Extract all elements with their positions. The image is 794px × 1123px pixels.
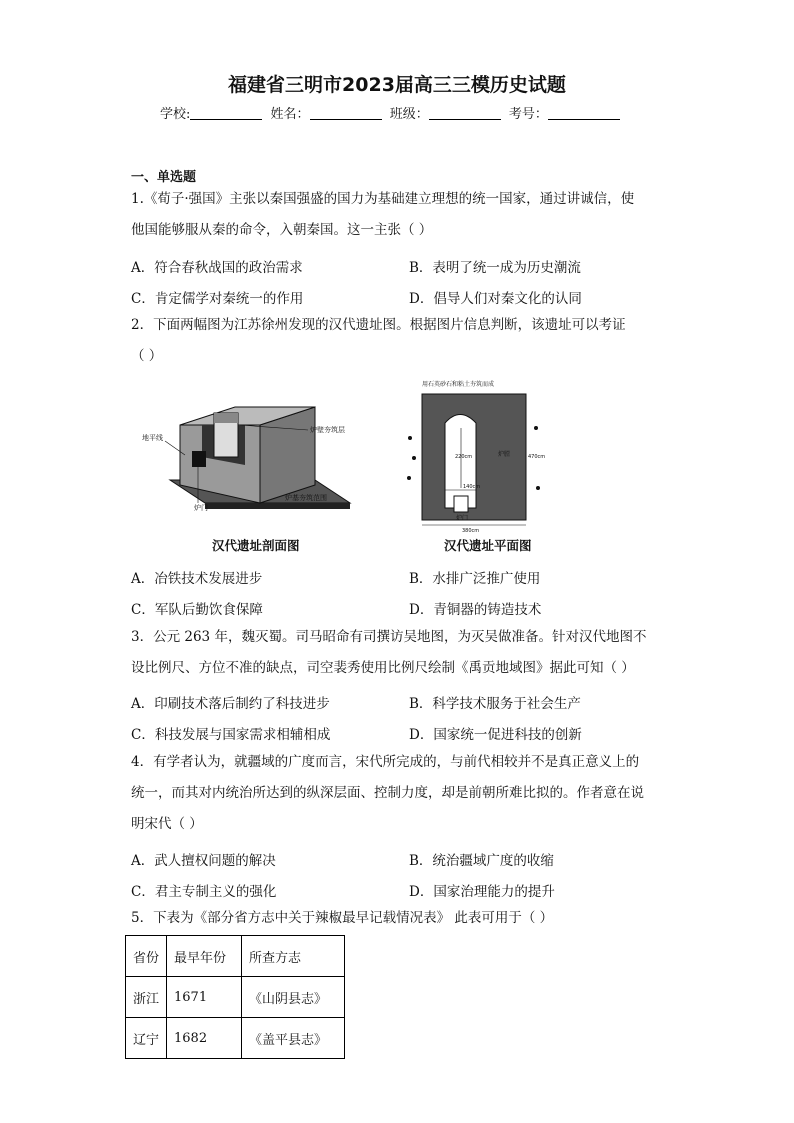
q1-line2: 他国能够服从秦的命令，入朝秦国。这一主张（ ） (131, 222, 433, 238)
pebble (534, 426, 538, 430)
q4-line2: 统一，而其对内统治所达到的纵深层面、控制力度，却是前朝所难比拟的。作者意在说 (131, 785, 644, 801)
table-cell: 1682 (167, 1018, 242, 1059)
exam-no-label: 考号： (508, 107, 548, 122)
section-diagram (140, 385, 360, 530)
class-blank[interactable] (429, 107, 501, 120)
q1-option-b[interactable]: B．表明了统一成为历史潮流 (409, 260, 581, 276)
q3-line2: 设比例尺、方位不准的缺点，司空裴秀使用比例尺绘制《禹贡地域图》据此可知（ ） (131, 660, 635, 676)
label-furnace-door: 炉门 (194, 504, 208, 512)
table-cell: 辽宁 (126, 1018, 167, 1059)
pepper-record-table (125, 935, 345, 1059)
caption-section: 汉代遗址剖面图 (212, 538, 300, 553)
q4-option-b[interactable]: B．统治疆域广度的收缩 (409, 853, 554, 869)
q3-option-c[interactable]: C．科技发展与国家需求相辅相成 (131, 727, 331, 743)
q4-option-c[interactable]: C．君主专制主义的强化 (131, 884, 277, 900)
table-row (126, 1018, 345, 1059)
table-cell: 浙江 (126, 977, 167, 1018)
exam-title: 福建省三明市2023届高三三模历史试题 (228, 74, 566, 96)
q5-line1: 5．下表为《部分省方志中关于辣椒最早记载情况表》 此表可用于（ ） (131, 910, 554, 926)
table-header: 省份 (126, 936, 167, 977)
inner-chamber (445, 415, 476, 509)
table-cell: 《山阴县志》 (242, 977, 345, 1018)
q1-option-a[interactable]: A．符合春秋战国的政治需求 (131, 260, 303, 276)
class-label: 班级： (389, 107, 429, 122)
q3-option-a[interactable]: A．印刷技术落后制约了科技进步 (131, 696, 330, 712)
q4-option-d[interactable]: D．国家治理能力的提升 (409, 884, 555, 900)
chamber-top (214, 413, 238, 423)
caption-plan: 汉代遗址平面图 (444, 538, 532, 553)
student-info (160, 103, 624, 122)
plan-door (454, 496, 468, 512)
label-plan-door: 炉门 (456, 515, 469, 522)
q3-option-d[interactable]: D．国家统一促进科技的创新 (409, 727, 582, 743)
furnace-door (192, 451, 206, 467)
table-header: 最早年份 (167, 936, 242, 977)
q2-option-d[interactable]: D．青铜器的铸造技术 (409, 602, 542, 618)
table-header-row (126, 936, 345, 977)
school-label: 学校: (160, 107, 191, 122)
label-material: 用石英砂石和粘土夯筑而成 (422, 381, 495, 388)
q3-line1: 3．公元 263 年，魏灭蜀。司马昭命有司撰访吴地图，为灭吴做准备。针对汉代地图不 (131, 629, 647, 645)
label-ground-line: 地平线 (142, 434, 163, 442)
q5-stem (131, 903, 667, 934)
q4-line1: 4．有学者认为，就疆域的广度而言，宋代所完成的，与前代相较并不是真正意义上的 (131, 754, 640, 770)
q2-option-b[interactable]: B．水排广泛推广使用 (409, 571, 541, 587)
label-kiln: 炉膛 (498, 451, 511, 458)
q2-line2: （ ） (131, 348, 163, 364)
school-blank[interactable] (190, 107, 262, 120)
q2-option-c[interactable]: C．军队后勤饮食保障 (131, 602, 263, 618)
base-plate-edge (205, 503, 350, 509)
q2-line1: 2．下面两幅图为江苏徐州发现的汉代遗址图。根据图片信息判断，该遗址可以考证 (131, 317, 626, 333)
pebble (408, 436, 412, 440)
q3-option-b[interactable]: B．科学技术服务于社会生产 (409, 696, 581, 712)
name-blank[interactable] (310, 107, 382, 120)
pebble (407, 476, 411, 480)
dim-outer-width: 380cm (462, 528, 480, 533)
q1-option-d[interactable]: D．倡导人们对秦文化的认同 (409, 291, 582, 307)
q1-option-c[interactable]: C．肯定儒学对秦统一的作用 (131, 291, 304, 307)
q1-stem (131, 184, 667, 246)
section-heading: 一、单选题 (131, 170, 197, 185)
name-label: 姓名： (270, 107, 310, 122)
q3-stem (131, 622, 667, 684)
q4-line3: 明宋代（ ） (131, 816, 203, 832)
q4-option-a[interactable]: A．武人擅权问题的解决 (131, 853, 276, 869)
label-base-range: 炉基夯筑范围 (285, 494, 327, 502)
q4-stem (131, 747, 667, 840)
table-cell: 《盖平县志》 (242, 1018, 345, 1059)
plan-diagram (400, 378, 550, 533)
pebble (412, 456, 416, 460)
dim-height: 220cm (455, 454, 473, 460)
table-row (126, 977, 345, 1018)
table-header: 所查方志 (242, 936, 345, 977)
q1-line1: 1.《荀子·强国》主张以秦国强盛的国力为基础建立理想的统一国家，通过讲诚信，使 (131, 191, 635, 207)
exam-no-blank[interactable] (548, 107, 620, 120)
q2-option-a[interactable]: A．冶铁技术发展进步 (131, 571, 263, 587)
pebble (536, 486, 540, 490)
dim-outer-height: 470cm (528, 454, 546, 460)
label-wall-layer: 炉壁夯筑层 (310, 426, 345, 434)
q2-stem (131, 310, 667, 372)
dim-width: 140cm (463, 484, 481, 490)
table-cell: 1671 (167, 977, 242, 1018)
